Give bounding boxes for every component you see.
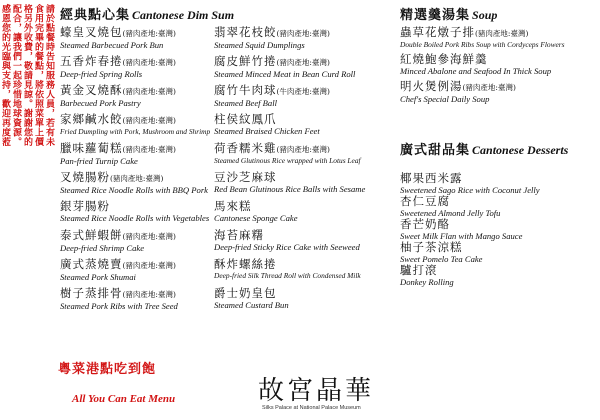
menu-item-name-en: Steamed Pork Ribs with Tree Seed: [60, 301, 178, 311]
menu-item: [214, 55, 365, 84]
menu-item-name-zh-text: 五香炸春捲: [60, 54, 123, 68]
dessert-title-en: Cantonese Desserts: [472, 143, 569, 157]
menu-item: [400, 264, 540, 287]
soup-items: [400, 26, 565, 107]
menu-item-name-zh: [400, 218, 540, 231]
menu-item-name-zh: [214, 287, 365, 300]
menu-item-name-zh-text: 腐竹牛肉球: [214, 83, 277, 97]
menu-item: [60, 55, 210, 84]
menu-item-name-zh: [400, 53, 565, 66]
menu-item-name-zh-text: 驢打滾: [400, 263, 438, 277]
origin-note: (豬肉產地:臺灣): [276, 145, 330, 154]
origin-note: (豬肉產地:臺灣): [122, 87, 176, 96]
menu-item: [60, 84, 210, 113]
menu-item: [214, 84, 365, 113]
menu-item-name-zh: [400, 80, 565, 94]
menu-item-name-en: Double Boiled Pork Ribs Soup with Cordyceps Flowers: [400, 40, 565, 49]
menu-item-name-zh-text: 馬來糕: [214, 199, 252, 213]
menu-item-name-zh-text: 明火煲例湯: [400, 79, 463, 93]
menu-item: [400, 218, 540, 241]
menu-item-name-zh-text: 黃金叉燒酥: [60, 83, 123, 97]
dimsum-section-title: [60, 7, 234, 24]
menu-item-name-zh: [214, 258, 365, 271]
dining-notice: 請於點餐時告知服務人員，若有未食用完畢的餐點，將依照菜單上價格另外收費，敬請見諒。謝謝您的配合，讓我們一起珍惜地球資源。感恩您的光臨與支持，歡迎再度蒞: [0, 4, 54, 147]
menu-item-name-zh-text: 臘味蘿蔔糕: [60, 141, 123, 155]
menu-item-name-zh-text: 泰式鮮蝦餅: [60, 228, 123, 242]
menu-item-name-zh: [214, 55, 365, 69]
menu-item: [60, 26, 210, 55]
menu-item: [60, 258, 210, 287]
menu-item-name-zh-text: 柱侯紋鳳爪: [214, 112, 277, 126]
menu-item-name-zh-text: 爵士奶皇包: [214, 286, 277, 300]
menu-item-name-en: Pan-fried Turnip Cake: [60, 156, 138, 166]
soup-title-zh: 精選羹湯集: [400, 8, 471, 23]
menu-item-name-en: Sweet Milk Flan with Mango Sauce: [400, 231, 523, 241]
menu-item: [60, 287, 210, 316]
menu-item-name-zh-text: 杏仁豆腐: [400, 194, 450, 208]
dimsum-column-2: [214, 26, 365, 316]
menu-item-name-zh: [214, 142, 365, 156]
menu-item-name-zh: [60, 55, 210, 69]
menu-item-name-zh: [400, 26, 565, 40]
menu-item-name-zh: [400, 195, 540, 208]
menu-item: [214, 229, 365, 258]
menu-item-name-zh: [60, 171, 210, 185]
menu-item-name-zh: [400, 241, 540, 254]
menu-item-name-en: Steamed Minced Meat in Bean Curd Roll: [214, 69, 356, 79]
soup-title-en: Soup: [472, 8, 498, 22]
menu-item-name-en: Sweetened Sago Rice with Coconut Jelly: [400, 185, 540, 195]
menu-item-name-zh-text: 酥炸螺絲捲: [214, 257, 277, 271]
origin-note: (牛肉產地:臺灣): [276, 87, 330, 96]
menu-item-name-en: Chef's Special Daily Soup: [400, 94, 490, 104]
menu-item-name-zh-text: 柚子茶涼糕: [400, 240, 463, 254]
menu-item-name-en: Steamed Rice Noodle Rolls with Vegetables: [60, 213, 210, 223]
origin-note: (豬肉產地:臺灣): [122, 290, 176, 299]
menu-item-name-en: Deep-fried Shrimp Cake: [60, 243, 145, 253]
dimsum-title-zh: 經典點心集: [60, 8, 131, 23]
menu-item: [400, 26, 565, 53]
menu-item-name-en: Steamed Squid Dumplings: [214, 40, 305, 50]
dimsum-title-en: Cantonese Dim Sum: [132, 8, 235, 22]
menu-item-name-zh-text: 叉燒腸粉: [60, 170, 110, 184]
menu-item-name-en: Fried Dumpling with Pork, Mushroom and Shrimp: [60, 127, 211, 136]
menu-item: [400, 53, 565, 80]
menu-item-name-en: Deep-fried Spring Rolls: [60, 69, 143, 79]
dessert-items: [400, 172, 540, 287]
menu-item-name-zh: [214, 229, 365, 242]
menu-item-name-en: Sweet Pomelo Tea Cake: [400, 254, 483, 264]
restaurant-logo-subtitle: Silks Palace at National Palace Museum: [262, 405, 361, 411]
menu-item: [214, 142, 365, 171]
origin-note: (豬肉產地:臺灣): [276, 29, 330, 38]
menu-item: [60, 200, 210, 229]
menu-item-name-zh: [60, 84, 210, 98]
menu-item-name-zh-text: 翡翠花枝餃: [214, 25, 277, 39]
origin-note: (豬肉產地:臺灣): [122, 116, 176, 125]
menu-item: [60, 171, 210, 200]
origin-note: (豬肉產地:臺灣): [462, 83, 516, 92]
menu-item-name-zh-text: 香芒奶酪: [400, 217, 450, 231]
menu-item: [60, 113, 210, 142]
menu-item-name-zh-text: 蟲草花燉子排: [400, 25, 475, 39]
menu-item-name-zh-text: 海苔麻糬: [214, 228, 264, 242]
menu-item-name-zh: [60, 258, 210, 272]
menu-item: [400, 195, 540, 218]
origin-note: (豬肉產地:臺灣): [110, 174, 164, 183]
menu-item-name-zh-text: 蠔皇叉燒包: [60, 25, 123, 39]
menu-item: [214, 171, 365, 200]
menu-item-name-zh: [60, 229, 210, 243]
menu-item: [60, 229, 210, 258]
menu-item-name-en: Red Bean Glutinous Rice Balls with Sesame: [214, 184, 366, 194]
menu-item-name-en: Steamed Glutinous Rice wrapped with Lotus Leaf: [214, 156, 361, 165]
menu-item-name-zh: [60, 142, 210, 156]
menu-item-name-en: Steamed Custard Bun: [214, 300, 289, 310]
menu-item-name-en: Minced Abalone and Seafood In Thick Soup: [400, 66, 552, 76]
dessert-title-zh: 廣式甜品集: [400, 143, 471, 158]
menu-item: [214, 258, 365, 287]
menu-item-name-zh: [60, 287, 210, 301]
dessert-section-title: [400, 142, 568, 159]
menu-item: [214, 287, 365, 316]
menu-item-name-zh: [60, 26, 210, 40]
menu-item-name-zh: [214, 26, 365, 40]
menu-item: [400, 241, 540, 264]
promo-title-zh: 粵菜港點吃到飽: [58, 362, 157, 377]
soup-section-title: [400, 7, 497, 24]
menu-item-name-en: Sweetened Almond Jelly Tofu: [400, 208, 501, 218]
menu-item-name-zh: [60, 200, 210, 213]
menu-item-name-zh: [60, 113, 210, 127]
menu-item-name-en: Steamed Pork Shumai: [60, 272, 136, 282]
menu-item-name-zh: [214, 84, 365, 98]
menu-item: [214, 26, 365, 55]
origin-note: (豬肉產地:臺灣): [122, 261, 176, 270]
menu-item-name-en: Steamed Beef Ball: [214, 98, 277, 108]
menu-item-name-zh-text: 廣式蒸燒賣: [60, 257, 123, 271]
promo-title-en: All You Can Eat Menu: [72, 393, 176, 405]
menu-item: [214, 113, 365, 142]
origin-note: (豬肉產地:臺灣): [276, 58, 330, 67]
menu-item: [60, 142, 210, 171]
menu-item-name-en: Steamed Braised Chicken Feet: [214, 126, 320, 136]
menu-item-name-zh: [400, 172, 540, 185]
menu-item-name-zh-text: 椰果西米露: [400, 171, 463, 185]
menu-item-name-en: Cantonese Sponge Cake: [214, 213, 298, 223]
menu-item-name-zh-text: 豆沙芝麻球: [214, 170, 277, 184]
restaurant-logo: 故宮晶華: [258, 376, 375, 406]
origin-note: (豬肉產地:臺灣): [122, 145, 176, 154]
menu-item: [400, 80, 565, 107]
menu-item-name-zh-text: 腐皮鮮竹捲: [214, 54, 277, 68]
menu-item-name-en: Donkey Rolling: [400, 277, 454, 287]
origin-note: (豬肉產地:臺灣): [122, 29, 176, 38]
menu-item-name-zh: [400, 264, 540, 277]
menu-item-name-zh: [214, 200, 365, 213]
menu-item-name-en: Deep-fried Silk Thread Roll with Condensed Milk: [214, 271, 361, 280]
origin-note: (豬肉產地:臺灣): [122, 232, 176, 241]
menu-item-name-zh: [214, 171, 365, 184]
menu-item-name-zh-text: 銀芽腸粉: [60, 199, 110, 213]
origin-note: (豬肉產地:臺灣): [475, 29, 529, 38]
menu-item-name-zh: [214, 113, 365, 126]
menu-item: [214, 200, 365, 229]
menu-item-name-en: Barbecued Pork Pastry: [60, 98, 141, 108]
menu-item-name-en: Steamed Rice Noodle Rolls with BBQ Pork: [60, 185, 208, 195]
menu-item-name-zh-text: 荷香糯米雞: [214, 141, 277, 155]
menu-item-name-zh-text: 樹子蒸排骨: [60, 286, 123, 300]
menu-item-name-zh-text: 紅燒鮑參海鮮羹: [400, 52, 488, 66]
menu-item-name-en: Deep-fried Sticky Rice Cake with Seeweed: [214, 242, 360, 252]
origin-note: (豬肉產地:臺灣): [122, 58, 176, 67]
menu-item-name-en: Steamed Barbecued Pork Bun: [60, 40, 164, 50]
dimsum-column-1: [60, 26, 210, 316]
menu-item-name-zh-text: 家鄉鹹水餃: [60, 112, 123, 126]
menu-item: [400, 172, 540, 195]
